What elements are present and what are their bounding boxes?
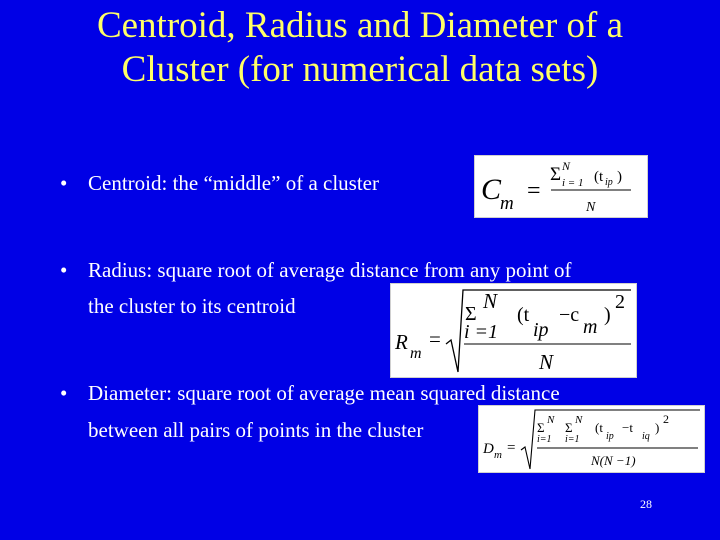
bullet-marker: •: [60, 381, 68, 405]
formula-lhs-sub: m: [500, 193, 514, 214]
bullet-marker: •: [60, 258, 68, 282]
formula-t2-sub: iq: [642, 431, 650, 442]
formula-open: (t: [517, 304, 530, 326]
formula-t1-sub: ip: [606, 431, 614, 442]
formula-close: ): [604, 304, 611, 326]
title-line-1: Centroid, Radius and Diameter of a: [96, 5, 624, 46]
formula-sup-n: N: [562, 159, 571, 173]
bullet-text: Centroid: the “middle” of a cluster: [88, 171, 379, 195]
formula-sub-i: i = 1: [562, 177, 584, 189]
formula-sub-i-2: i=1: [565, 434, 580, 445]
formula-eq: =: [527, 178, 541, 204]
bullet-diameter-continuation: between all pairs of points in the cluster: [88, 418, 424, 442]
formula-sigma-2: Σ: [565, 420, 573, 435]
radius-formula: [390, 283, 637, 378]
bullet-text: Radius: square root of average distance from any point of: [88, 258, 572, 282]
formula-t-sub: ip: [533, 319, 549, 341]
formula-lhs: R: [395, 330, 408, 354]
diameter-formula: [478, 405, 705, 473]
formula-sub-i: i =1: [464, 321, 499, 343]
formula-lhs: D: [483, 441, 494, 457]
formula-sup-n: N: [483, 289, 498, 313]
slide-title: [0, 4, 720, 92]
formula-sup-n-1: N: [547, 414, 555, 426]
formula-denom: N: [539, 350, 554, 374]
formula-sigma-1: Σ: [537, 420, 545, 435]
formula-open: (t: [595, 420, 603, 435]
title-line-2: Cluster (for numerical data sets): [121, 49, 599, 90]
formula-sigma: Σ: [465, 303, 477, 325]
formula-minus: −c: [559, 304, 580, 326]
formula-denom: N(N −1): [591, 453, 636, 468]
formula-sub-i-1: i=1: [537, 434, 552, 445]
formula-lhs-sub: m: [494, 449, 502, 461]
formula-lhs: C: [481, 173, 502, 206]
formula-term-close: ): [617, 169, 622, 185]
formula-eq: =: [429, 327, 441, 351]
formula-term: (t: [594, 169, 604, 185]
centroid-formula: [474, 155, 648, 218]
bullet-marker: •: [60, 171, 68, 195]
formula-eq: =: [507, 440, 516, 456]
formula-square: 2: [615, 291, 625, 313]
formula-square: 2: [663, 412, 669, 426]
bullet-text: Diameter: square root of average mean squared distance: [88, 381, 560, 405]
page-number: 28: [640, 497, 652, 511]
bullet-radius-continuation: the cluster to its centroid: [88, 294, 296, 318]
formula-sup-n-2: N: [575, 414, 583, 426]
formula-sigma: Σ: [550, 164, 562, 185]
formula-c-sub: m: [583, 316, 598, 338]
formula-lhs-sub: m: [410, 345, 422, 362]
formula-term-sub: ip: [605, 177, 613, 188]
formula-minus: −t: [622, 420, 633, 435]
formula-close: ): [655, 420, 660, 435]
formula-denom: N: [586, 200, 596, 215]
